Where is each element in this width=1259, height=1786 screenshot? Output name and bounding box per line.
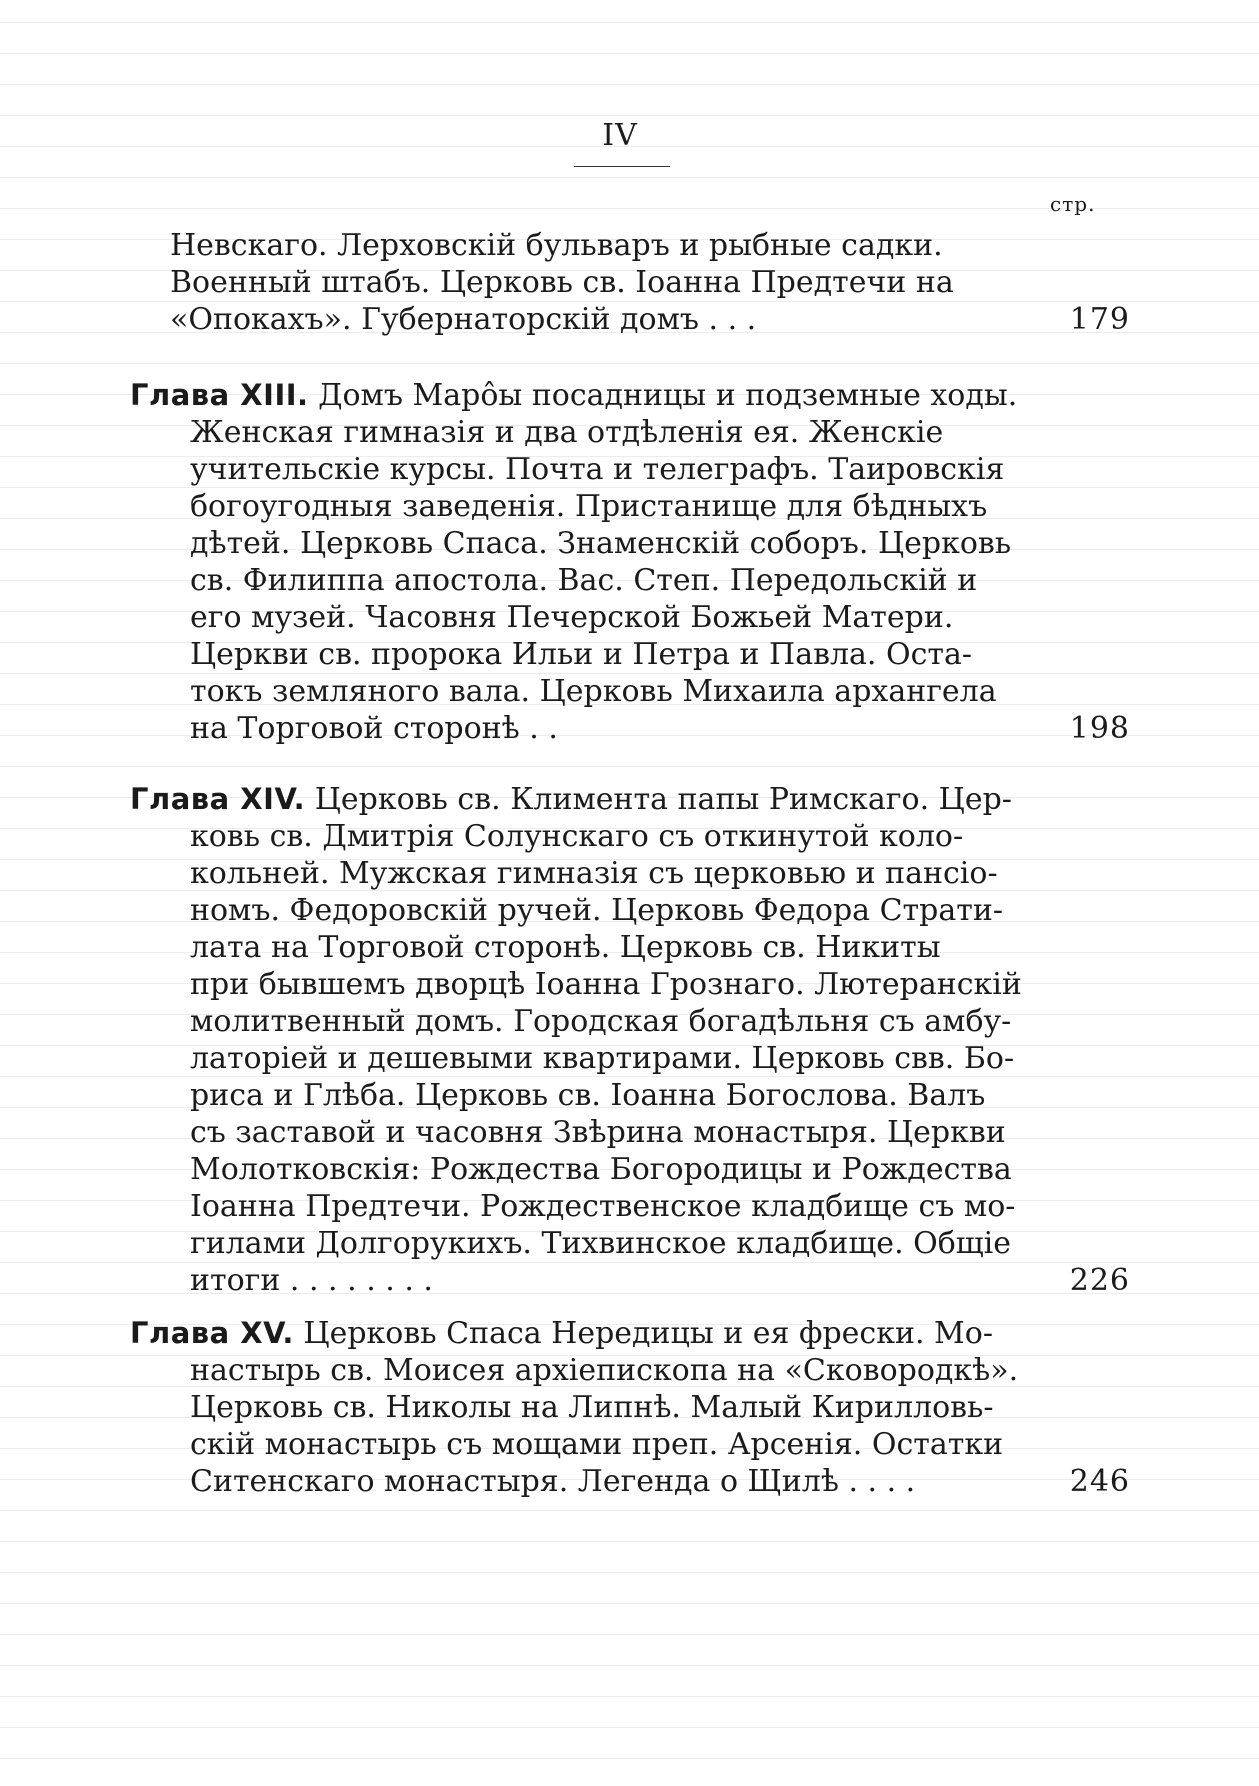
toc-line	[130, 525, 1130, 562]
entry-text: лата на Торговой сторонѣ. Церковь св. Никиты	[190, 930, 941, 965]
toc-entry	[170, 227, 1130, 338]
toc-line	[130, 1003, 1130, 1040]
entry-text: Церковь св. Николы на Липнѣ. Малый Кирилловь-	[190, 1390, 994, 1425]
chapter-label: Глава XV.	[130, 1316, 294, 1350]
toc-line	[130, 1315, 1130, 1352]
toc-line	[130, 855, 1130, 892]
toc-entry	[130, 781, 1130, 1299]
entry-text: скій монастырь съ мощами преп. Арсенія. Остатки	[190, 1427, 1004, 1462]
entry-text: дѣтей. Церковь Спаса. Знаменскій соборъ. Церковь	[190, 526, 1012, 561]
toc-line	[130, 562, 1130, 599]
toc-line	[130, 1151, 1130, 1188]
toc-line	[130, 451, 1130, 488]
page-reference: 198	[1069, 711, 1130, 746]
entry-text: Военный штабъ. Церковь св. Іоанна Предтечи на	[170, 265, 954, 300]
toc-line	[130, 1352, 1130, 1389]
toc-line	[130, 1463, 1130, 1500]
entry-text: на Торговой сторонѣ . .	[190, 711, 558, 746]
entry-text: номъ. Федоровскій ручей. Церковь Федора Страти-	[190, 893, 1003, 928]
toc-line	[130, 1040, 1130, 1077]
entry-text: ковь св. Дмитрія Солунскаго съ откинутой коло-	[190, 819, 964, 854]
entry-text: св. Филиппа апостола. Вас. Степ. Передольскій и	[190, 563, 978, 598]
toc-line	[170, 227, 1130, 264]
toc-line	[130, 966, 1130, 1003]
chapter-label: Глава XIII.	[130, 378, 309, 412]
toc-line	[130, 1389, 1130, 1426]
toc-line	[130, 488, 1130, 525]
entry-text: Церковь Спаса Нередицы и ея фрески. Мо-	[303, 1316, 993, 1351]
entry-text: Молотковскія: Рождества Богородицы и Рождества	[190, 1152, 1012, 1187]
entry-text: латоріей и дешевыми квартирами. Церковь свв. Бо-	[190, 1041, 1015, 1076]
toc-line	[130, 636, 1130, 673]
entry-text: его музей. Часовня Печерской Божьей Матери.	[190, 600, 954, 635]
toc-line	[170, 264, 1130, 301]
toc-line	[130, 599, 1130, 636]
entry-text: Церковь св. Климента папы Римскаго. Цер-	[314, 782, 1012, 817]
entry-text: Женская гимназія и два отдѣленія ея. Женскіе	[190, 415, 944, 450]
entry-text: богоугодныя заведенія. Пристанище для бѣдныхъ	[190, 489, 988, 524]
entry-text: при бывшемъ дворцѣ Іоанна Грознаго. Лютеранскій	[190, 967, 1022, 1002]
toc-line	[130, 710, 1130, 747]
page-number: IV	[602, 118, 638, 153]
page-column-label: стр.	[1050, 192, 1096, 216]
page-reference: 246	[1069, 1464, 1130, 1499]
entry-text: риса и Глѣба. Церковь св. Іоанна Богослова. Валъ	[190, 1078, 986, 1113]
toc-entry	[130, 377, 1130, 747]
chapter-label: Глава XIV.	[130, 782, 306, 816]
toc-line	[130, 781, 1130, 818]
toc-line	[130, 929, 1130, 966]
page-reference: 179	[1069, 302, 1130, 337]
toc-line	[130, 892, 1130, 929]
toc-entry	[130, 1315, 1130, 1500]
entry-text: «Опокахъ». Губернаторскій домъ . . .	[170, 302, 757, 337]
toc-line	[130, 1188, 1130, 1225]
toc-line	[130, 377, 1130, 414]
entry-text: кольней. Мужская гимназія съ церковью и пансіо-	[190, 856, 998, 891]
entry-text: учительскіе курсы. Почта и телеграфъ. Таировскія	[190, 452, 1005, 487]
entry-text: гилами Долгорукихъ. Тихвинское кладбище. Общіе	[190, 1226, 1012, 1261]
toc-line	[130, 818, 1130, 855]
entry-text: итоги . . . . . . . .	[190, 1263, 433, 1298]
toc-line	[130, 1225, 1130, 1262]
entry-text: Церкви св. пророка Ильи и Петра и Павла. Оста-	[190, 637, 973, 672]
entry-text: Ситенскаго монастыря. Легенда о Щилѣ . . . .	[190, 1464, 916, 1499]
entry-text: молитвенный домъ. Городская богадѣльня съ амбу-	[190, 1004, 1012, 1039]
toc-line	[130, 414, 1130, 451]
entry-text: настырь св. Моисея архіепископа на «Сковородкѣ».	[190, 1353, 1019, 1388]
page-number-underline	[574, 166, 670, 167]
toc-line	[130, 673, 1130, 710]
toc-line	[130, 1114, 1130, 1151]
toc-line	[130, 1262, 1130, 1299]
entry-text: съ заставой и часовня Звѣрина монастыря. Церкви	[190, 1115, 1006, 1150]
entry-text: Іоанна Предтечи. Рождественское кладбище съ мо-	[190, 1189, 1016, 1224]
entry-text: Невскаго. Лерховскій бульваръ и рыбные садки.	[170, 228, 943, 263]
toc-line	[130, 1426, 1130, 1463]
toc-line	[130, 1077, 1130, 1114]
toc-line	[170, 301, 1130, 338]
entry-text: токъ земляного вала. Церковь Михаила архангела	[190, 674, 997, 709]
entry-text: Домъ Маро̂ы посадницы и подземные ходы.	[318, 378, 1018, 413]
page-reference: 226	[1069, 1263, 1130, 1298]
